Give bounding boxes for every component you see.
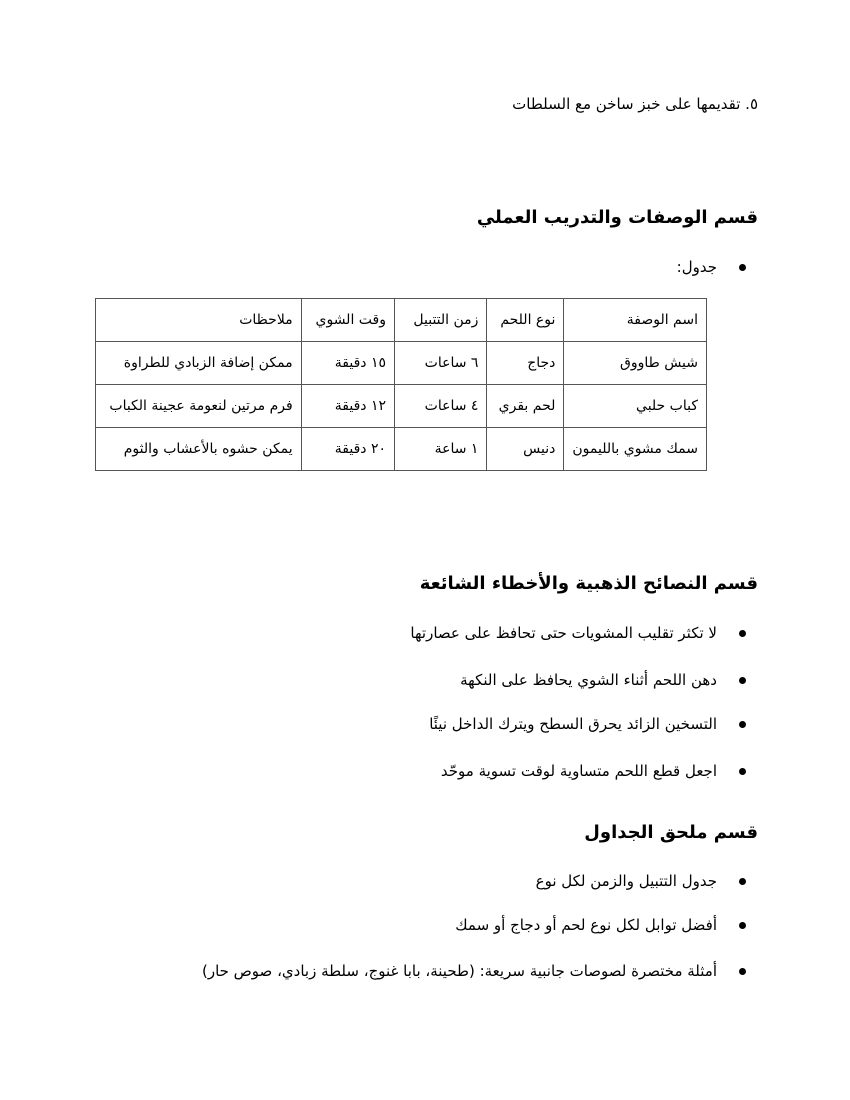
- appendix-section-heading: قسم ملحق الجداول: [584, 822, 758, 843]
- bullet-dot-icon: [739, 630, 746, 637]
- cell-recipe-name: سمك مشوي بالليمون: [564, 428, 707, 471]
- table-row: [96, 428, 707, 471]
- appendix-bullet-2: [455, 916, 746, 934]
- appendix-bullet-3: [202, 962, 746, 980]
- header-meat-type: نوع اللحم: [487, 299, 564, 342]
- table-bullet: [677, 258, 746, 276]
- appendix-bullet-text: أفضل توابل لكل نوع لحم أو دجاج أو سمك: [455, 916, 717, 934]
- tips-bullet-4: [441, 762, 746, 780]
- header-grill-time: وقت الشوي: [301, 299, 394, 342]
- cell-recipe-name: كباب حلبي: [564, 385, 707, 428]
- cell-grill-time: ٢٠ دقيقة: [301, 428, 394, 471]
- bullet-dot-icon: [739, 721, 746, 728]
- cell-marinate-time: ٦ ساعات: [395, 342, 487, 385]
- cell-notes: ممكن إضافة الزبادي للطراوة: [96, 342, 302, 385]
- appendix-bullet-text: أمثلة مختصرة لصوصات جانبية سريعة: (طحينة، بابا غنوج، سلطة زبادي، صوص حار): [201, 962, 717, 980]
- cell-meat-type: لحم بقري: [487, 385, 564, 428]
- cell-marinate-time: ٤ ساعات: [395, 385, 487, 428]
- recipes-table: [95, 298, 707, 471]
- bullet-dot-icon: [739, 968, 746, 975]
- table-row: [96, 342, 707, 385]
- numbered-item-5: ٥. تقديمها على خبز ساخن مع السلطات: [512, 95, 758, 113]
- cell-notes: يمكن حشوه بالأعشاب والثوم: [96, 428, 302, 471]
- tips-bullet-text: دهن اللحم أثناء الشوي يحافظ على النكهة: [460, 671, 717, 689]
- tips-bullet-text: التسخين الزائد يحرق السطح ويترك الداخل نيئًا: [429, 715, 717, 733]
- header-marinate-time: زمن التتبيل: [395, 299, 487, 342]
- bullet-dot-icon: [739, 677, 746, 684]
- bullet-dot-icon: [739, 922, 746, 929]
- header-recipe-name: اسم الوصفة: [564, 299, 707, 342]
- tips-bullet-text: اجعل قطع اللحم متساوية لوقت تسوية موحّد: [440, 762, 717, 780]
- cell-notes: فرم مرتين لنعومة عجينة الكباب: [96, 385, 302, 428]
- cell-recipe-name: شيش طاووق: [564, 342, 707, 385]
- recipes-section-heading: قسم الوصفات والتدريب العملي: [476, 207, 758, 228]
- tips-bullet-3: [429, 715, 746, 733]
- cell-meat-type: دنيس: [487, 428, 564, 471]
- tips-bullet-text: لا تكثر تقليب المشويات حتى تحافظ على عصارتها: [410, 624, 717, 642]
- bullet-dot-icon: [739, 264, 746, 271]
- table-header-row: [96, 299, 707, 342]
- bullet-dot-icon: [739, 878, 746, 885]
- tips-bullet-2: [460, 671, 746, 689]
- header-notes: ملاحظات: [96, 299, 302, 342]
- table-bullet-label: جدول:: [676, 258, 717, 276]
- appendix-bullet-text: جدول التتبيل والزمن لكل نوع: [535, 872, 717, 890]
- tips-bullet-1: [410, 624, 746, 642]
- cell-grill-time: ١٢ دقيقة: [301, 385, 394, 428]
- tips-section-heading: قسم النصائح الذهبية والأخطاء الشائعة: [419, 573, 758, 594]
- bullet-dot-icon: [739, 768, 746, 775]
- cell-grill-time: ١٥ دقيقة: [301, 342, 394, 385]
- cell-meat-type: دجاج: [487, 342, 564, 385]
- appendix-bullet-1: [536, 872, 746, 890]
- cell-marinate-time: ١ ساعة: [395, 428, 487, 471]
- table-row: [96, 385, 707, 428]
